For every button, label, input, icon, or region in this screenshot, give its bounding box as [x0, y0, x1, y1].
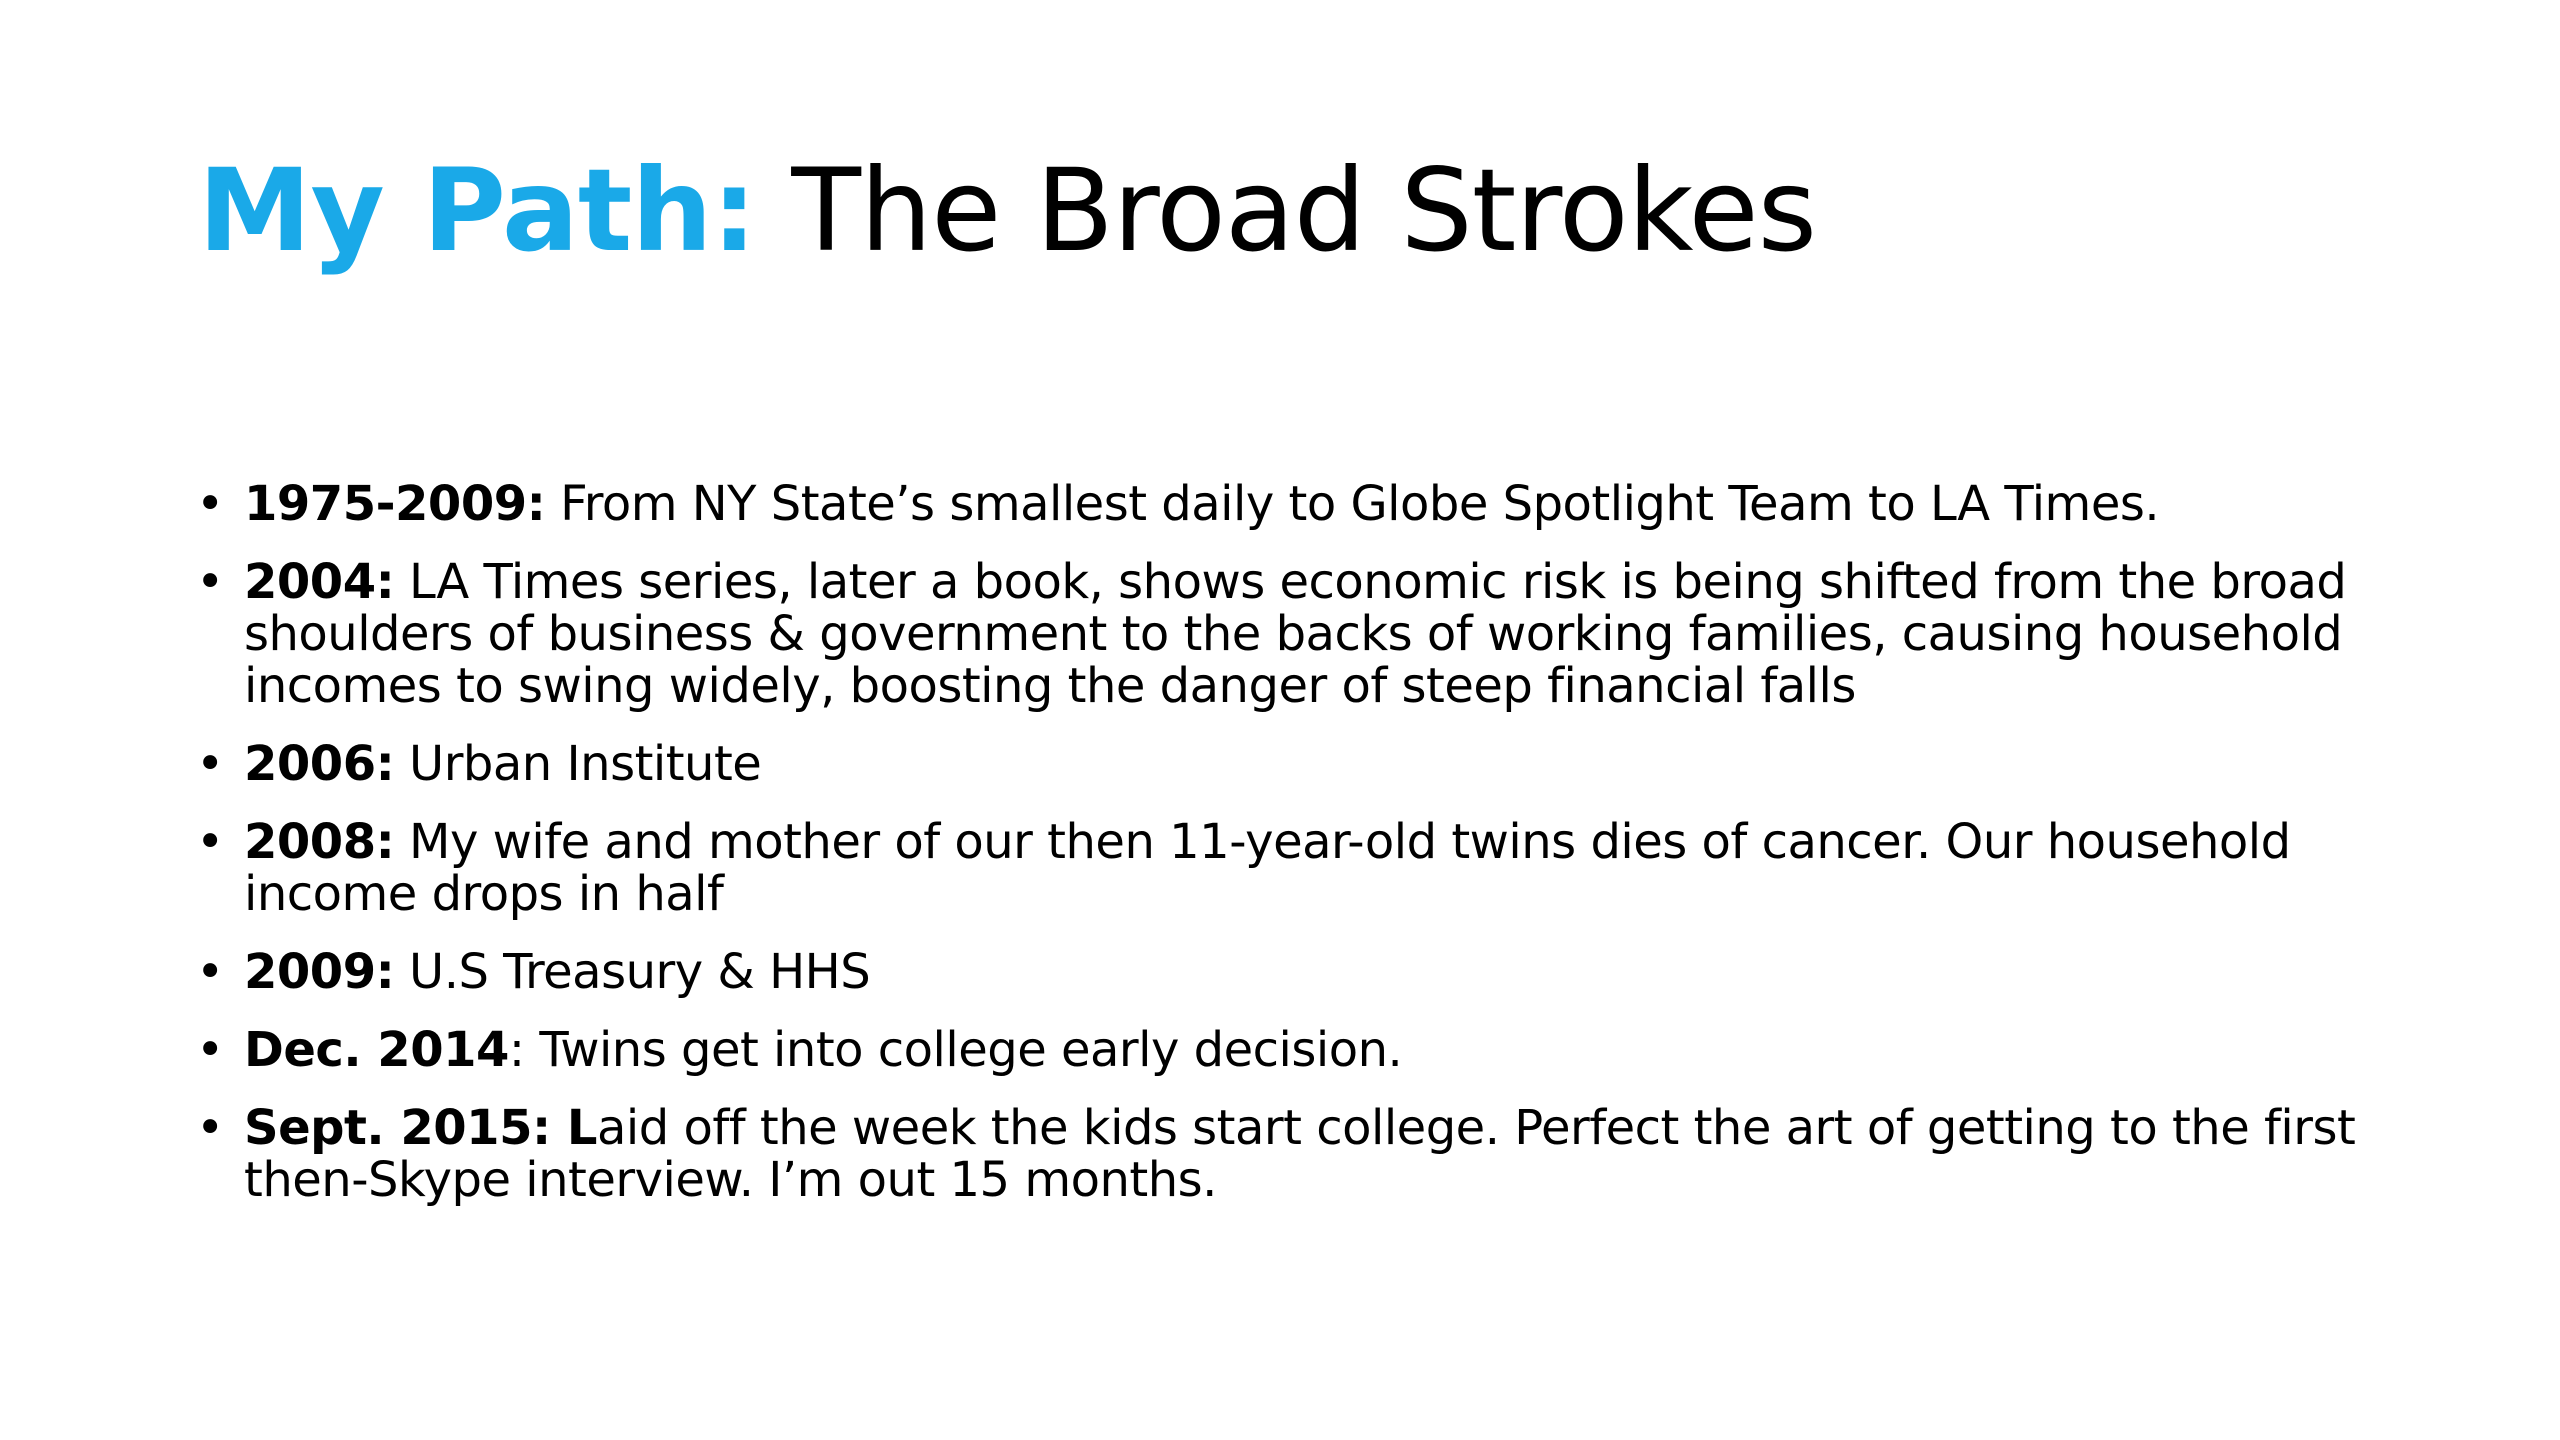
- title-accent: My Path:: [198, 144, 757, 277]
- item-label: Dec. 2014: [244, 1022, 509, 1078]
- item-label: Sept. 2015: L: [244, 1100, 597, 1156]
- list-item: [196, 556, 2436, 712]
- bullet-icon: •: [196, 944, 224, 1000]
- list-item: [196, 1024, 2436, 1076]
- list-item: [196, 816, 2436, 920]
- list-item: [196, 946, 2436, 998]
- bullet-icon: •: [196, 476, 224, 532]
- item-text: Urban Institute: [394, 736, 762, 792]
- slide-title: [198, 144, 1817, 277]
- item-text: My wife and mother of our then 11-year-old twins dies of cancer. Our household income drops in half: [244, 814, 2291, 922]
- bullet-icon: •: [196, 554, 224, 610]
- item-text: aid off the week the kids start college. Perfect the art of getting to the first then-Skype interview. I’m out 15 months.: [244, 1100, 2356, 1208]
- item-text: From NY State’s smallest daily to Globe Spotlight Team to LA Times.: [545, 476, 2160, 532]
- item-label: 2004:: [244, 554, 395, 610]
- bullet-icon: •: [196, 1100, 224, 1156]
- bullet-icon: •: [196, 814, 224, 870]
- item-label: 2009:: [244, 944, 395, 1000]
- item-text: LA Times series, later a book, shows economic risk is being shifted from the broad shoulders of business & government to the backs of working families, causing household incomes to swing widely, boosting the danger of steep financial falls: [244, 554, 2347, 714]
- bullet-icon: •: [196, 736, 224, 792]
- list-item: [196, 738, 2436, 790]
- item-text: : Twins get into college early decision.: [508, 1022, 1403, 1078]
- item-label: 2006:: [244, 736, 395, 792]
- item-label: 1975-2009:: [244, 476, 546, 532]
- list-item: [196, 478, 2436, 530]
- bullet-icon: •: [196, 1022, 224, 1078]
- title-rest: The Broad Strokes: [756, 144, 1817, 277]
- item-label: 2008:: [244, 814, 395, 870]
- list-item: [196, 1102, 2436, 1206]
- bullet-list: [196, 478, 2436, 1232]
- item-text: U.S Treasury & HHS: [394, 944, 871, 1000]
